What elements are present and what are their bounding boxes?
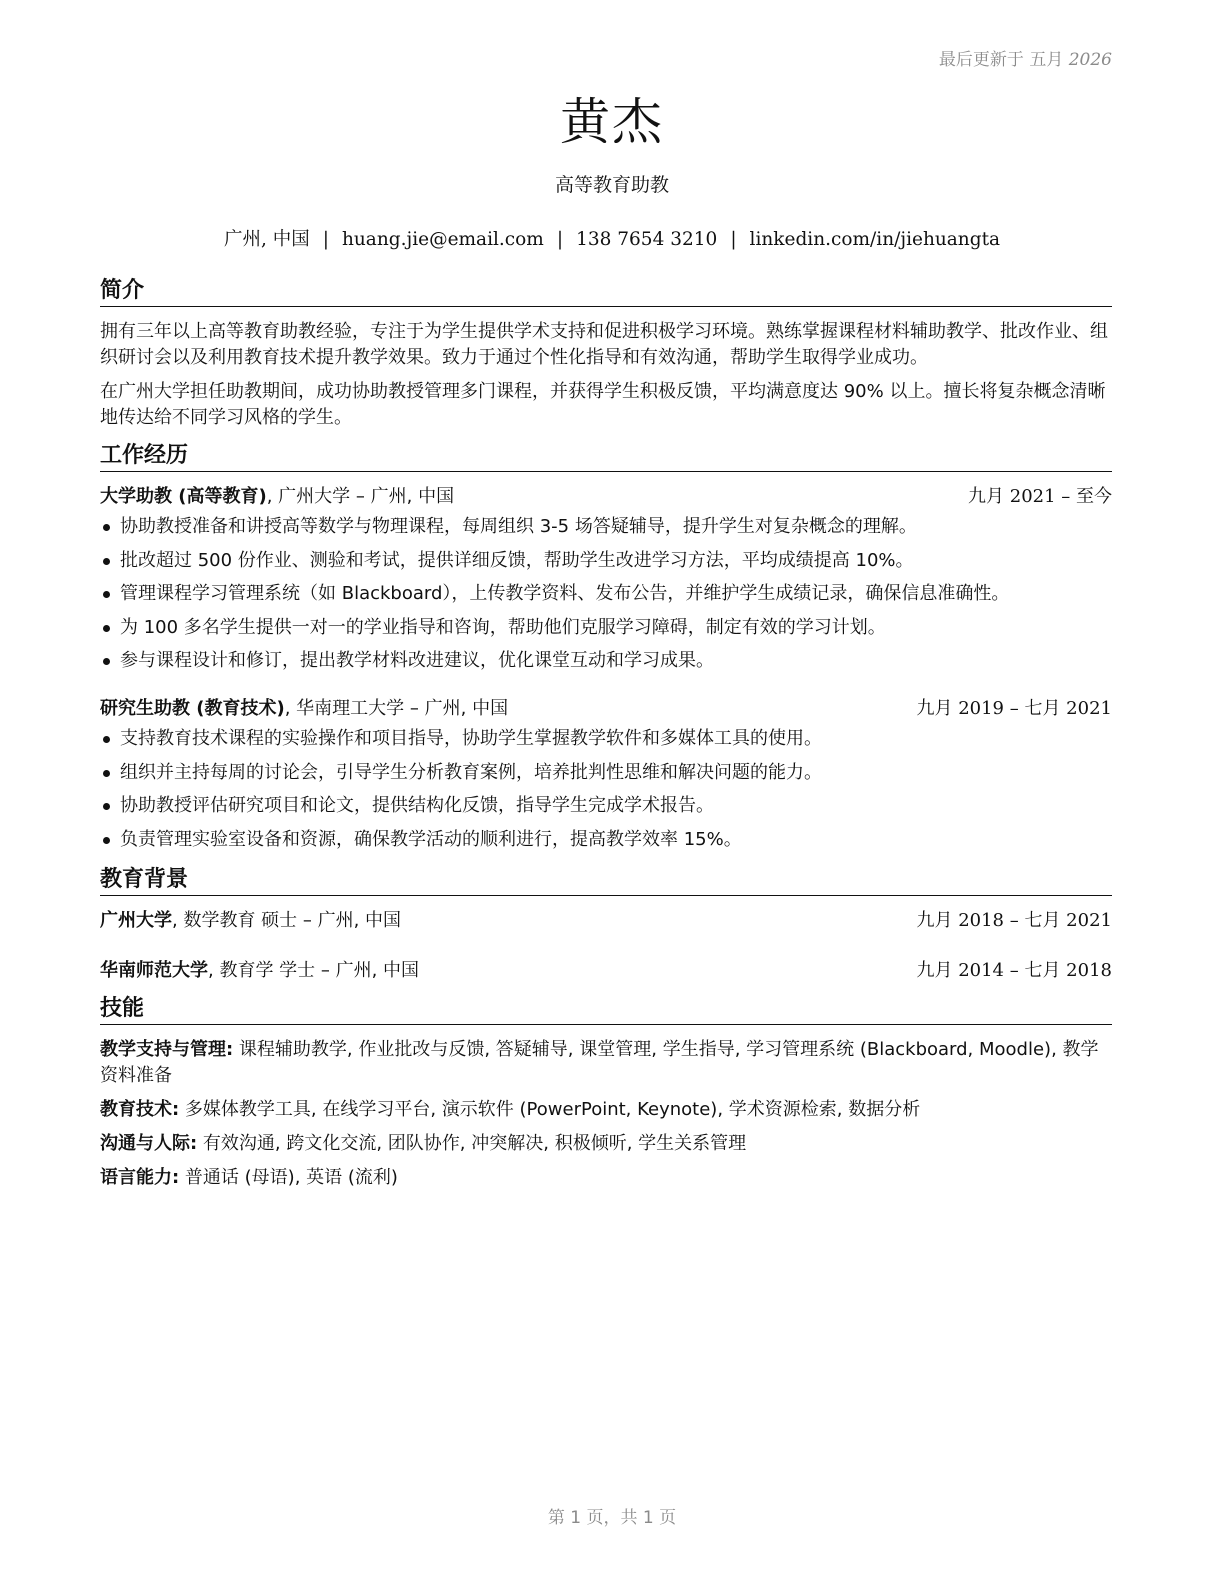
summary-paragraph: 拥有三年以上高等教育助教经验，专注于为学生提供学术支持和促进积极学习环境。熟练掌握课程材料辅助教学、批改作业、组织研讨会以及利用教育技术提升教学效果。致力于通过个性化指导和有效沟通，帮助学生取得学业成功。	[100, 321, 1108, 368]
contact-separator: |	[322, 229, 329, 250]
education-school-detail	[100, 908, 401, 934]
skill-value: 多媒体教学工具, 在线学习平台, 演示软件 (PowerPoint, Keynote), 学术资源检索, 数据分析	[179, 1098, 921, 1120]
candidate-title: 高等教育助教	[554, 174, 669, 196]
job-org: , 华南理工大学 – 广州, 中国	[284, 698, 509, 719]
contact-email-link[interactable]: huang.jie@email.com	[341, 229, 544, 250]
skill-line	[100, 1165, 1112, 1191]
job-entry	[100, 484, 1112, 674]
skill-label: 教学支持与管理:	[100, 1038, 234, 1060]
job-bullet: 组织并主持每周的讨论会，引导学生分析教育案例，培养批判性思维和解决问题的能力。	[100, 760, 1112, 786]
contact-separator: |	[730, 229, 737, 250]
job-role: 大学助教 (高等教育)	[100, 486, 267, 507]
contact-location: 广州, 中国	[223, 229, 310, 250]
skill-value: 课程辅助教学, 作业批改与反馈, 答疑辅导, 课堂管理, 学生指导, 学习管理系统 (Blackboard, Moodle), 教学资料准备	[100, 1038, 1099, 1086]
skills-section	[100, 996, 1112, 1191]
candidate-name: 黄杰	[560, 93, 664, 151]
skill-line	[100, 1037, 1112, 1089]
skills-heading: 技能	[100, 996, 1112, 1025]
job-bullets	[100, 514, 1112, 674]
job-header	[100, 696, 1112, 722]
contact-separator: |	[556, 229, 564, 250]
summary-section	[100, 278, 1112, 431]
job-org: , 广州大学 – 广州, 中国	[266, 486, 455, 507]
job-bullet: 为 100 多名学生提供一对一的学业指导和咨询，帮助他们克服学习障碍，制定有效的学习计划。	[100, 615, 1112, 641]
job-bullet: 协助教授评估研究项目和论文，提供结构化反馈，指导学生完成学术报告。	[100, 793, 1112, 819]
skill-line	[100, 1131, 1112, 1157]
education-school: 华南师范大学	[100, 959, 208, 981]
job-bullet: 参与课程设计和修订，提出教学材料改进建议，优化课堂互动和学习成果。	[100, 648, 1112, 674]
resume-content	[100, 278, 1112, 1203]
experience-section	[100, 443, 1112, 853]
last-updated	[939, 45, 1112, 70]
job-bullet: 批改超过 500 份作业、测验和考试，提供详细反馈，帮助学生改进学习方法，平均成绩提高 10%。	[100, 548, 1112, 574]
education-school-detail	[100, 958, 419, 984]
skill-line	[100, 1097, 1112, 1123]
contact-phone: 138 7654 3210	[576, 229, 718, 250]
skill-label: 沟通与人际:	[100, 1132, 198, 1154]
job-bullet: 负责管理实验室设备和资源，确保教学活动的顺利进行，提高教学效率 15%。	[100, 827, 1112, 853]
job-role-org	[100, 696, 508, 722]
last-updated-year: 2026	[1068, 50, 1112, 70]
summary-paragraph: 在广州大学担任助教期间，成功协助教授管理多门课程，并获得学生积极反馈，平均满意度达 90% 以上。擅长将复杂概念清晰地传达给不同学习风格的学生。	[100, 381, 1106, 428]
education-entry	[100, 908, 1112, 934]
skill-label: 语言能力:	[100, 1166, 180, 1188]
job-entry	[100, 696, 1112, 853]
job-header	[100, 484, 1112, 510]
education-detail: , 教育学 学士 – 广州, 中国	[208, 959, 420, 981]
education-entry	[100, 958, 1112, 984]
job-bullet: 管理课程学习管理系统（如 Blackboard），上传教学资料、发布公告，并维护学生成绩记录，确保信息准确性。	[100, 581, 1112, 607]
job-bullet: 协助教授准备和讲授高等数学与物理课程，每周组织 3-5 场答疑辅导，提升学生对复杂概念的理解。	[100, 514, 1112, 540]
job-bullets	[100, 726, 1112, 853]
education-date: 九月 2018 – 七月 2021	[916, 909, 1112, 931]
job-role: 研究生助教 (教育技术)	[100, 698, 285, 719]
summary-heading: 简介	[100, 278, 1112, 307]
last-updated-label: 最后更新于 五月	[938, 50, 1064, 70]
contact-linkedin-link[interactable]: linkedin.com/in/jiehuangta	[749, 229, 1001, 250]
experience-heading: 工作经历	[100, 443, 1112, 472]
job-date: 九月 2021 – 至今	[968, 486, 1112, 507]
education-school: 广州大学	[100, 909, 172, 931]
job-bullet: 支持教育技术课程的实验操作和项目指导，协助学生掌握教学软件和多媒体工具的使用。	[100, 726, 1112, 752]
contact-line	[0, 225, 1224, 251]
education-section	[100, 867, 1112, 984]
education-date: 九月 2014 – 七月 2018	[916, 959, 1112, 981]
job-role-org	[100, 484, 454, 510]
skill-value: 普通话 (母语), 英语 (流利)	[179, 1166, 398, 1188]
skill-value: 有效沟通, 跨文化交流, 团队协作, 冲突解决, 积极倾听, 学生关系管理	[197, 1132, 747, 1154]
education-heading: 教育背景	[100, 867, 1112, 896]
education-detail: , 数学教育 硕士 – 广州, 中国	[172, 909, 402, 931]
page-footer: 第 1 页，共 1 页	[547, 1508, 677, 1528]
skill-label: 教育技术:	[100, 1098, 180, 1120]
job-date: 九月 2019 – 七月 2021	[916, 698, 1112, 719]
